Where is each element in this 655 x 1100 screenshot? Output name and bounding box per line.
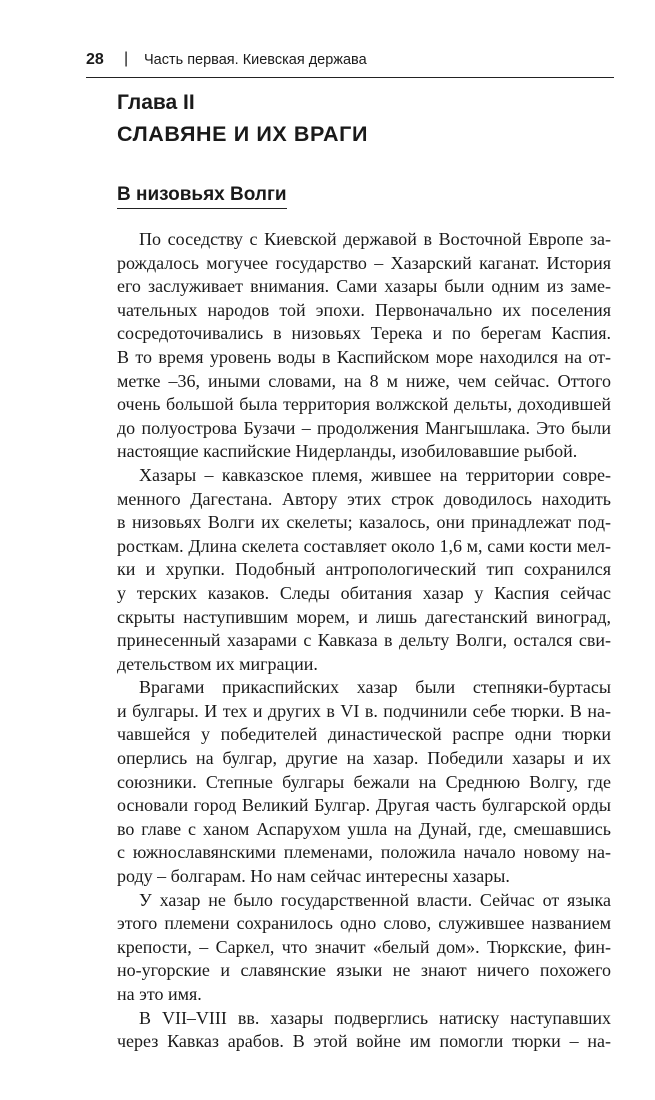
text-line	[117, 889, 611, 913]
chapter-label: Глава II	[117, 91, 195, 114]
text-line-content: сосредоточивались в низовьях Терека и по берегам Каспия.	[117, 323, 611, 344]
text-line-content: и булгары. И тех и других в VI в. подчинили себе тюрки. В на-	[117, 700, 611, 721]
running-header-title: Часть первая. Киевская держава	[144, 52, 367, 68]
text-line-content: менного Дагестана. Автору этих строк доводилось находить	[117, 488, 611, 509]
text-line-content: его заслуживает внимания. Сами хазары были одним из заме-	[117, 276, 611, 297]
text-line-content: в низовьях Волги их скелеты; казалось, они принадлежат под-	[117, 512, 611, 533]
text-line	[117, 582, 611, 606]
text-line-content: В то время уровень воды в Каспийском море находился на от-	[117, 346, 611, 367]
text-line	[117, 228, 611, 252]
text-line-content: до полуострова Бузачи – продолжения Мангышлака. Это были	[117, 417, 611, 438]
text-line-content: чавшейся у победителей династической распре одни тюрки	[117, 724, 611, 745]
text-line	[117, 1030, 611, 1054]
section-title: В низовьях Волги	[117, 184, 287, 209]
text-line-content: через Кавказ арабов. В этой войне им помогли тюрки – на-	[117, 1031, 611, 1052]
text-line	[117, 299, 611, 323]
text-line-content: Врагами прикаспийских хазар были степняки-буртасы	[139, 677, 611, 698]
text-line-content: у терских казаков. Следы обитания хазар у Каспия сейчас	[117, 582, 611, 603]
text-line	[117, 936, 611, 960]
text-line-content: роду – болгарам. Но нам сейчас интересны хазары.	[117, 866, 510, 887]
text-line-content: основали город Великий Булгар. Другая часть булгарской орды	[117, 795, 611, 816]
text-line	[117, 723, 611, 747]
text-line-content: По соседству с Киевской державой в Восточной Европе за-	[139, 229, 611, 249]
text-line-content: оперлись на булгар, другие на хазар. Победили хазары и их	[117, 748, 611, 769]
text-line-content: У хазар не было государственной власти. Сейчас от языка	[139, 889, 611, 910]
text-line-content: с южнославянскими племенами, положила начало новому на-	[117, 842, 611, 863]
text-line-content: этого племени сохранилось одно слово, служившее названием	[117, 913, 611, 934]
text-line	[117, 818, 611, 842]
text-line	[117, 558, 611, 582]
text-line	[117, 488, 611, 512]
text-line	[117, 606, 611, 630]
header-separator: |	[124, 50, 129, 67]
running-header	[86, 49, 614, 75]
text-line	[117, 511, 611, 535]
header-rule	[86, 77, 614, 78]
text-line-content: союзники. Степные булгары бежали на Среднюю Волгу, где	[117, 771, 611, 792]
text-line	[117, 653, 611, 677]
text-line	[117, 1007, 611, 1031]
text-line-content: Хазары – кавказское племя, жившее на территории совре-	[139, 464, 611, 485]
page-number: 28	[86, 51, 104, 68]
chapter-title: СЛАВЯНЕ И ИХ ВРАГИ	[117, 122, 369, 146]
text-line	[117, 959, 611, 983]
text-line	[117, 393, 611, 417]
text-line-content: принесенный хазарами с Кавказа в дельту Волги, остался сви-	[117, 630, 611, 651]
text-line-content: крепости, – Саркел, что значит «белый дом». Тюркские, фин-	[117, 936, 611, 957]
text-line	[117, 794, 611, 818]
text-line	[117, 747, 611, 771]
text-line	[117, 983, 611, 1007]
text-line-content: росткам. Длина скелета составляет около 1,6 м, сами кости мел-	[117, 535, 611, 556]
text-line	[117, 440, 611, 464]
text-line-content: чательных народов той эпохи. Первоначально их поселения	[117, 299, 611, 320]
text-line	[117, 629, 611, 653]
text-line-content: но-угорские и славянские языки не знают ничего похожего	[117, 960, 611, 981]
text-line-content: детельством их миграции.	[117, 653, 318, 674]
body-text	[117, 228, 611, 1054]
text-line-content: очень большой была территория волжской дельты, доходившей	[117, 394, 611, 415]
text-line	[117, 535, 611, 559]
text-line-content: В VII–VIII вв. хазары подверглись натиску наступавших	[139, 1007, 611, 1028]
text-line-content: рождалось могучее государство – Хазарский каганат. История	[117, 252, 611, 273]
text-line	[117, 346, 611, 370]
text-line	[117, 700, 611, 724]
text-line-content: метке –36, иными словами, на 8 м ниже, чем сейчас. Оттого	[117, 370, 611, 391]
text-line-content: во главе с ханом Аспарухом ушла на Дунай, где, смешавшись	[117, 818, 611, 839]
text-line	[117, 370, 611, 394]
text-line	[117, 464, 611, 488]
text-line	[117, 771, 611, 795]
text-line	[117, 676, 611, 700]
text-line	[117, 417, 611, 441]
text-line	[117, 252, 611, 276]
text-line-content: на это имя.	[117, 984, 202, 1004]
text-line-content: ки и хрупки. Подобный антропологический тип сохранился	[117, 559, 611, 580]
text-line	[117, 912, 611, 936]
text-line	[117, 275, 611, 299]
text-line-content: настоящие каспийские Нидерланды, изобиловавшие рыбой.	[117, 441, 578, 462]
text-line	[117, 322, 611, 346]
text-line	[117, 841, 611, 865]
text-line-content: скрыты наступившим морем, и лишь дагестанский виноград,	[117, 606, 611, 627]
text-line	[117, 865, 611, 889]
